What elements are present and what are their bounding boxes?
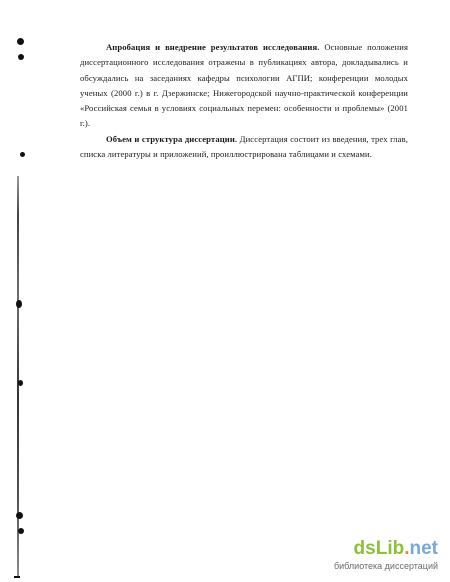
scan-speck (16, 512, 23, 519)
scan-speck (18, 54, 24, 60)
scan-speck (16, 300, 22, 308)
scan-speck (20, 152, 25, 157)
paragraph-heading: Объем и структура диссертации. (106, 133, 238, 144)
paragraph-approbation (80, 40, 408, 132)
dslib-logo (318, 539, 438, 559)
scan-speck (18, 528, 24, 534)
dslib-watermark (318, 539, 438, 572)
logo-dot: . (404, 538, 410, 559)
paragraph-body: Диссертация состоит из введения, трех глав, списка литературы и приложений, проиллюстрирована таблицами и схемами. (80, 133, 408, 160)
document-text (80, 40, 408, 162)
scan-speck (17, 38, 24, 45)
paragraph-structure (80, 132, 408, 163)
scan-speck (18, 380, 23, 386)
logo-ds: ds (353, 538, 376, 559)
dslib-subtitle: библиотека диссертаций (333, 561, 438, 571)
paragraph-body: Основные положения диссертационного исследования отражены в публикациях автора, докладывались и обсуждались на заседаниях кафедры психологии АГПИ; конференции молодых ученых (2000 г.) в г. Дзержинске; Нижегородской научно-практической конференции «Российская семья в условиях социальных перемен: особенности и проблемы» (2001 г.). (80, 42, 408, 129)
paragraph-heading: Апробация и внедрение результатов исследования. (106, 42, 320, 52)
logo-net: net (409, 538, 438, 559)
scan-speck (14, 576, 20, 578)
logo-lib: Lib (375, 538, 405, 559)
